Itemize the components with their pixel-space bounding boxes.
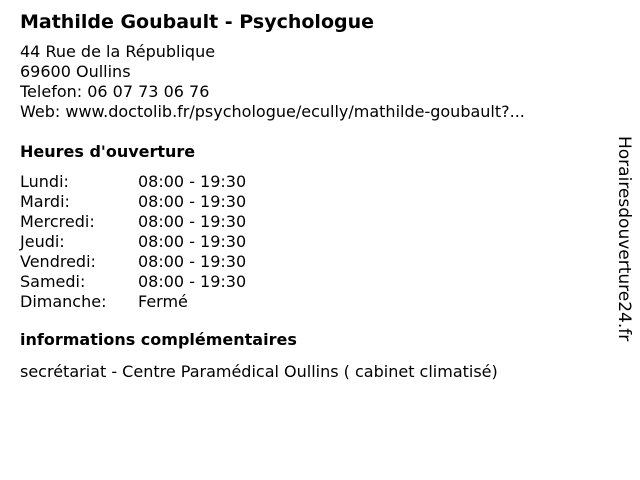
opening-hours-heading: Heures d'ouverture: [20, 142, 196, 161]
hours-row-monday: [20, 172, 246, 192]
business-card: [20, 10, 600, 382]
website-link[interactable]: Web: www.doctolib.fr/psychologue/ecully/mathilde-goubault?...: [20, 102, 525, 121]
time-value: 08:00 - 19:30: [138, 232, 247, 251]
phone-number: Telefon: 06 07 73 06 76: [20, 82, 210, 101]
hours-row-friday: [20, 252, 246, 272]
time-value: 08:00 - 19:30: [138, 212, 247, 231]
address-city: 69600 Oullins: [20, 62, 131, 81]
address-street: 44 Rue de la République: [20, 42, 216, 61]
hours-row-thursday: [20, 232, 246, 252]
day-label: Dimanche:: [20, 292, 107, 311]
hours-row-saturday: [20, 272, 246, 292]
additional-info-heading: informations complémentaires: [20, 330, 297, 349]
day-label: Mercredi:: [20, 212, 95, 231]
day-label: Jeudi:: [20, 232, 65, 251]
time-value: Fermé: [138, 292, 188, 311]
day-label: Samedi:: [20, 272, 86, 291]
hours-row-tuesday: [20, 192, 246, 212]
additional-info-text: secrétariat - Centre Paramédical Oullins ( cabinet climatisé): [20, 362, 498, 381]
business-title: Mathilde Goubault - Psychologue: [20, 11, 375, 33]
day-label: Vendredi:: [20, 252, 96, 271]
day-label: Mardi:: [20, 192, 70, 211]
hours-row-sunday: [20, 292, 246, 312]
hours-row-wednesday: [20, 212, 246, 232]
time-value: 08:00 - 19:30: [138, 192, 247, 211]
time-value: 08:00 - 19:30: [138, 252, 247, 271]
time-value: 08:00 - 19:30: [138, 172, 247, 191]
opening-hours-table: [20, 172, 246, 312]
time-value: 08:00 - 19:30: [138, 272, 247, 291]
site-watermark: Horairesdouverture24.fr: [614, 136, 634, 342]
day-label: Lundi:: [20, 172, 69, 191]
